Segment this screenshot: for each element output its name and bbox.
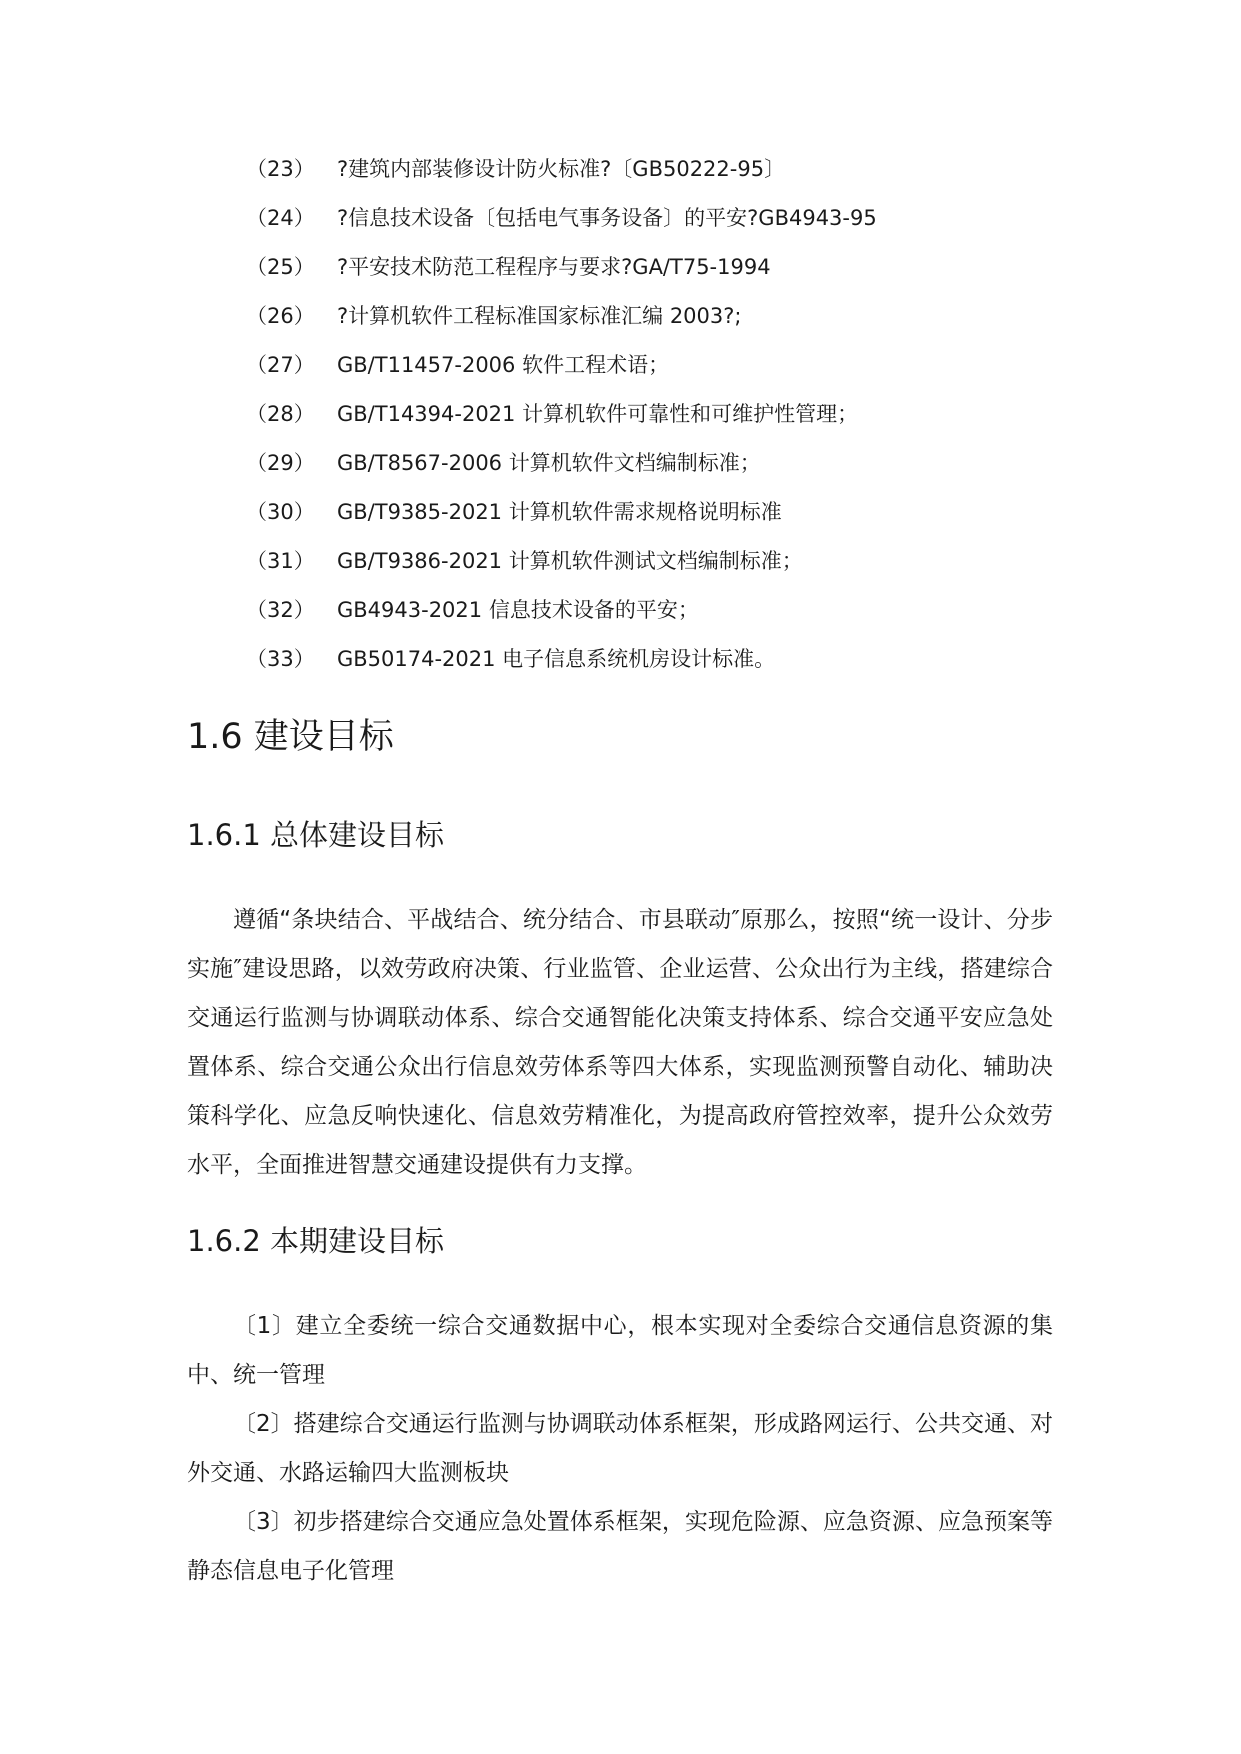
list-item-text: GB50174-2021 电子信息系统机房设计标准。 [337, 647, 776, 671]
list-item [0, 155, 1241, 204]
list-item-text: GB/T9386-2021 计算机软件测试文档编制标准； [337, 549, 803, 573]
subsection-heading-overall: 1.6.1 总体建设目标 [187, 818, 445, 852]
overall-goal-paragraph: 遵循“条块结合、平战结合、统分结合、市县联动″原那么，按照“统一设计、分步实施″建设思路，以效劳政府决策、行业监管、企业运营、公众出行为主线，搭建综合交通运行监测与协调联动体系、综合交通智能化决策支持体系、综合交通平安应急处置体系、综合交通公众出行信息效劳体系等四大体系，实现监测预警自动化、辅助决策科学化、应急反响快速化、信息效劳精准化，为提高政府管控效率，提升公众效劳水平，全面推进智慧交通建设提供有力支撑。 [187, 907, 1053, 1178]
list-item-number: （29） [246, 451, 315, 475]
list-item-text: GB/T11457-2006 软件工程术语； [337, 353, 670, 377]
list-item [0, 351, 1241, 400]
reference-standards-list [0, 155, 1241, 694]
list-item-number: （28） [246, 402, 315, 426]
list-item-number: （26） [246, 304, 315, 328]
current-goals-list [187, 1302, 1053, 1596]
list-item [0, 547, 1241, 596]
list-item [0, 449, 1241, 498]
list-item-text: ?计算机软件工程标准国家标准汇编 2003?; [337, 304, 742, 328]
list-item [0, 400, 1241, 449]
list-item-number: （32） [246, 598, 315, 622]
list-item-number: （23） [246, 157, 315, 181]
list-item: 〔3〕初步搭建综合交通应急处置体系框架，实现危险源、应急资源、应急预案等静态信息电子化管理 [187, 1509, 1053, 1584]
list-item-text: GB/T8567-2006 计算机软件文档编制标准； [337, 451, 761, 475]
list-item-number: （27） [246, 353, 315, 377]
list-item: 〔1〕建立全委统一综合交通数据中心，根本实现对全委综合交通信息资源的集中、统一管理 [187, 1313, 1053, 1388]
list-item-text: ?建筑内部装修设计防火标准?〔GB50222-95〕 [337, 157, 786, 181]
list-item-number: （24） [246, 206, 315, 230]
list-item-text: ?平安技术防范工程程序与要求?GA/T75-1994 [337, 255, 771, 279]
section-heading: 1.6 建设目标 [187, 717, 394, 757]
list-item [0, 596, 1241, 645]
list-item: 〔2〕搭建综合交通运行监测与协调联动体系框架，形成路网运行、公共交通、对外交通、水路运输四大监测板块 [187, 1411, 1053, 1486]
list-item-text: GB/T14394-2021 计算机软件可靠性和可维护性管理； [337, 402, 859, 426]
subsection-heading-current: 1.6.2 本期建设目标 [187, 1224, 445, 1258]
list-item-text: GB/T9385-2021 计算机软件需求规格说明标准 [337, 500, 782, 524]
list-item-number: （31） [246, 549, 315, 573]
list-item [0, 645, 1241, 694]
list-item [0, 204, 1241, 253]
list-item-number: （30） [246, 500, 315, 524]
list-item-number: （25） [246, 255, 315, 279]
list-item-text: GB4943-2021 信息技术设备的平安； [337, 598, 699, 622]
list-item-text: ?信息技术设备〔包括电气事务设备〕的平安?GB4943-95 [337, 206, 877, 230]
list-item [0, 302, 1241, 351]
list-item [0, 498, 1241, 547]
list-item-number: （33） [246, 647, 315, 671]
list-item [0, 253, 1241, 302]
